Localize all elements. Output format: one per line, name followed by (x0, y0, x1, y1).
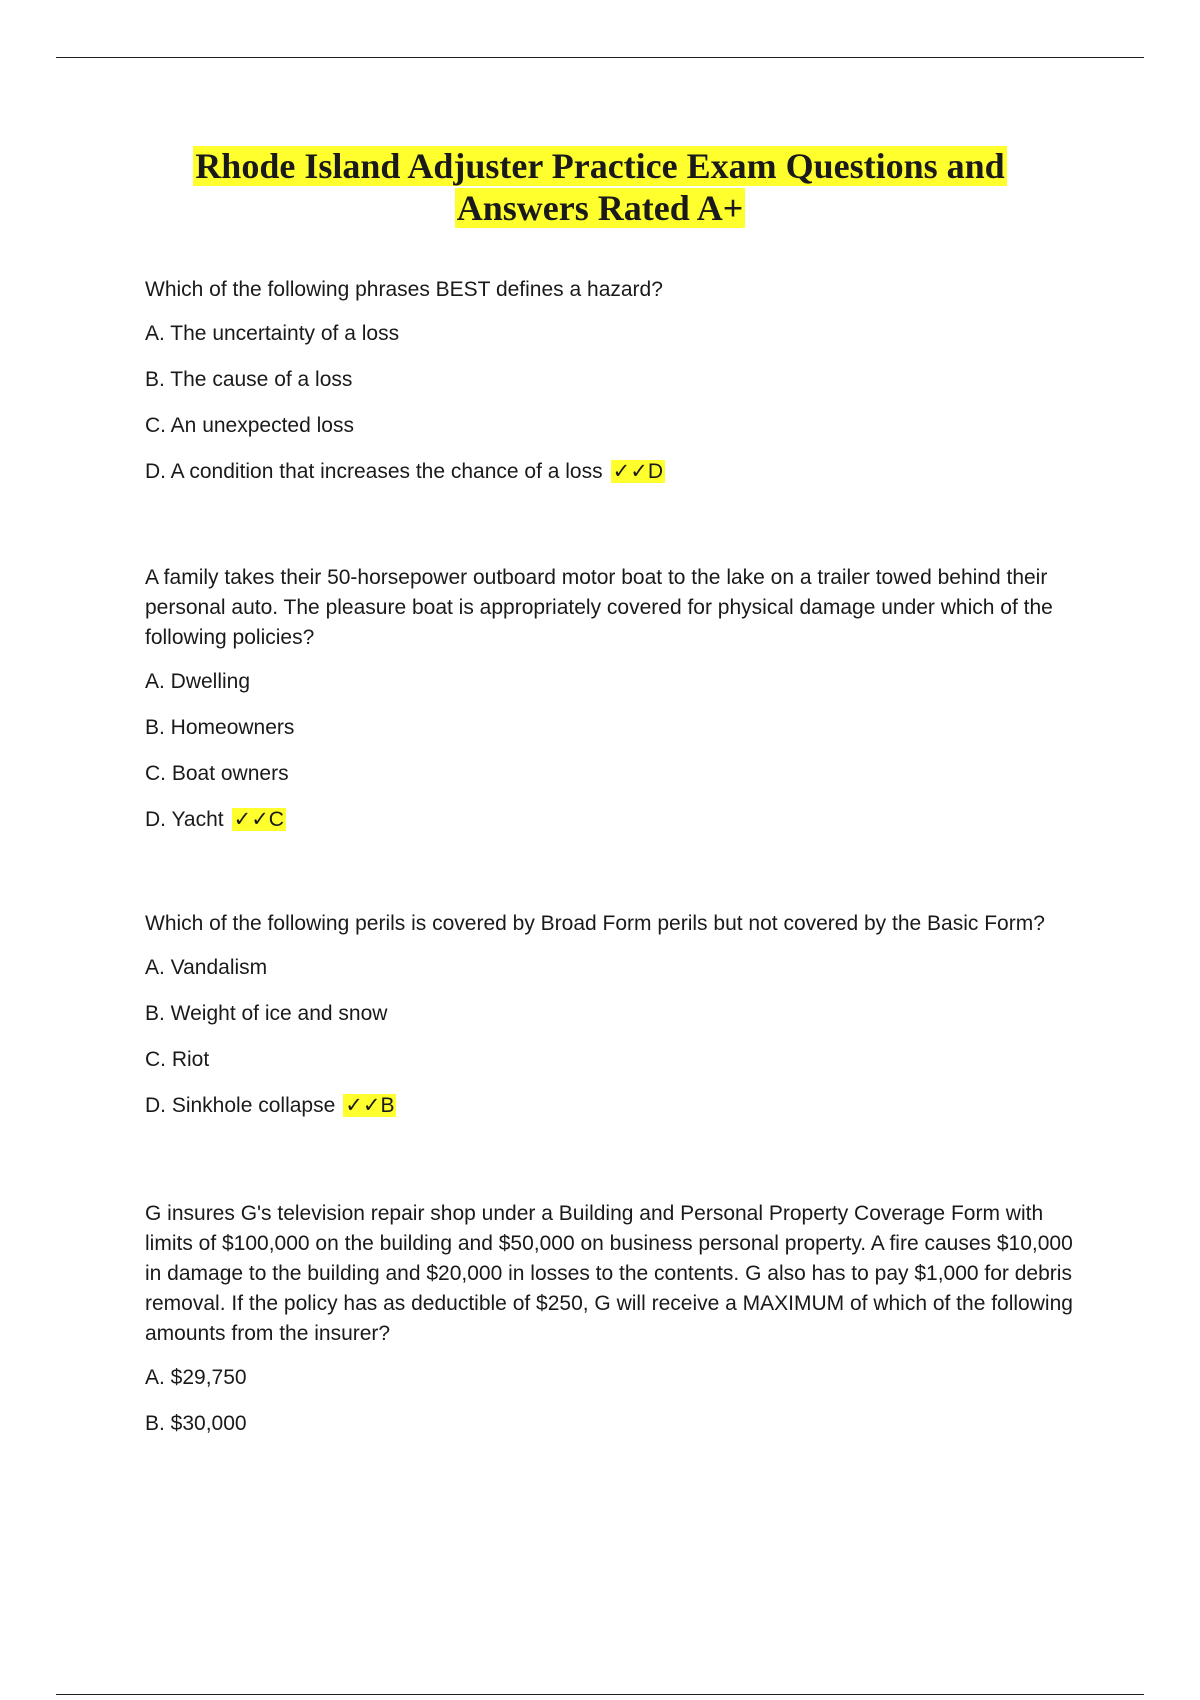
option-b: B. The cause of a loss (145, 368, 353, 391)
option-a: A. Dwelling (145, 670, 251, 693)
question-1 (145, 275, 1085, 487)
answer-badge: ✓✓D (612, 460, 663, 483)
question-text: A family takes their 50-horsepower outboard motor boat to the lake on a trailer towed behind their personal auto. The pleasure boat is appropriately covered for physical damage under which of the following policies? (145, 566, 1053, 649)
answer-badge: ✓✓B (345, 1094, 395, 1117)
option-d-text: D. A condition that increases the chance of a loss (145, 460, 603, 483)
question-2 (145, 563, 1085, 835)
option-b: B. Homeowners (145, 716, 295, 739)
top-rule (56, 57, 1144, 58)
option-b: B. $30,000 (145, 1412, 247, 1435)
option-b: B. Weight of ice and snow (145, 1002, 388, 1025)
option-a: A. $29,750 (145, 1366, 247, 1389)
option-d (145, 1091, 1085, 1121)
question-4 (145, 1199, 1085, 1439)
option-c: C. Riot (145, 1048, 210, 1071)
question-text: Which of the following perils is covered by Broad Form perils but not covered by the Basic Form? (145, 912, 1045, 935)
option-a: A. Vandalism (145, 956, 268, 979)
option-c: C. An unexpected loss (145, 414, 354, 437)
question-text: Which of the following phrases BEST defines a hazard? (145, 278, 663, 301)
answer-badge: ✓✓C (233, 808, 284, 831)
option-d-text: D. Yacht (145, 808, 224, 831)
bottom-rule (56, 1694, 1144, 1695)
page-title (0, 145, 1200, 229)
title-line-2: Answers Rated A+ (456, 188, 744, 228)
option-d-text: D. Sinkhole collapse (145, 1094, 336, 1117)
option-d (145, 457, 1085, 487)
title-line-1: Rhode Island Adjuster Practice Exam Questions and (195, 146, 1005, 186)
option-d (145, 805, 1085, 835)
question-text: G insures G's television repair shop under a Building and Personal Property Coverage Form with limits of $100,000 on the building and $50,000 on business personal property. A fire causes $10,000 in damage to the building and $20,000 in losses to the contents. G also has to pay $1,000 for debris removal. If the policy has as deductible of $250, G will receive a MAXIMUM of which of the following amounts from the insurer? (145, 1202, 1073, 1345)
question-list (145, 275, 1085, 1455)
question-3 (145, 909, 1085, 1121)
option-a: A. The uncertainty of a loss (145, 322, 400, 345)
option-c: C. Boat owners (145, 762, 289, 785)
